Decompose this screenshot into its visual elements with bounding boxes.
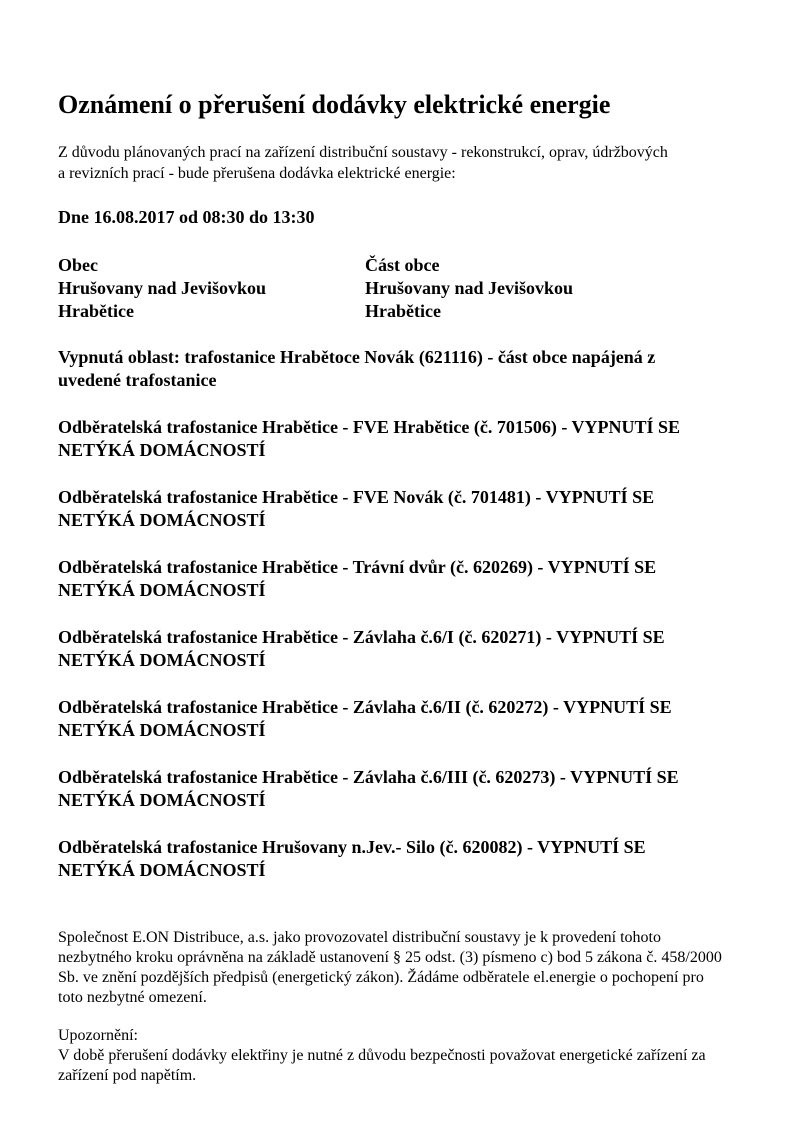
obec-value: Hrušovany nad Jevišovkou — [58, 278, 267, 298]
warning-section — [58, 1026, 788, 1086]
substation-note: NETÝKÁ DOMÁCNOSTÍ — [58, 860, 266, 880]
company-statement — [58, 928, 788, 1008]
substation-note: NETÝKÁ DOMÁCNOSTÍ — [58, 580, 266, 600]
substation-note: NETÝKÁ DOMÁCNOSTÍ — [58, 440, 266, 460]
substation-item — [58, 486, 773, 532]
substation-item — [58, 626, 773, 672]
outage-date: Dne 16.08.2017 od 08:30 do 13:30 — [58, 207, 315, 227]
statement-line: Sb. ve znění pozdějších předpisů (energetický zákon). Žádáme odběratele el.energie o pochopení pro — [58, 969, 704, 986]
substation-item — [58, 416, 773, 462]
substation-note: NETÝKÁ DOMÁCNOSTÍ — [58, 720, 266, 740]
intro-line: a revizních prací - bude přerušena dodávka elektrické energie: — [58, 165, 456, 182]
substation-note: NETÝKÁ DOMÁCNOSTÍ — [58, 650, 266, 670]
obec-value: Hrabětice — [58, 301, 134, 321]
statement-line: Společnost E.ON Distribuce, a.s. jako provozovatel distribuční soustavy je k provedení tohoto — [58, 929, 661, 946]
substation-line: Odběratelská trafostanice Hrabětice - Závlaha č.6/II (č. 620272) - VYPNUTÍ SE — [58, 697, 672, 717]
substation-line: Odběratelská trafostanice Hrabětice - FVE Hrabětice (č. 701506) - VYPNUTÍ SE — [58, 417, 681, 437]
statement-line: toto nezbytné omezení. — [58, 989, 207, 1006]
page-title: Oznámení o přerušení dodávky elektrické energie — [58, 90, 611, 119]
cast-obce-column — [365, 254, 573, 323]
substation-item — [58, 766, 773, 812]
substation-item — [58, 836, 773, 882]
affected-area-line: Vypnutá oblast: trafostanice Hrabětoce Novák (621116) - část obce napájená z — [58, 347, 656, 367]
substation-item — [58, 556, 773, 602]
statement-line: nezbytného kroku oprávněna na základě ustanovení § 25 odst. (3) písmeno c) bod 5 zákona č. 458/2000 — [58, 949, 722, 966]
substation-note: NETÝKÁ DOMÁCNOSTÍ — [58, 790, 266, 810]
cast-obce-value: Hrabětice — [365, 301, 441, 321]
substation-note: NETÝKÁ DOMÁCNOSTÍ — [58, 510, 266, 530]
substation-line: Odběratelská trafostanice Hrabětice - Trávní dvůr (č. 620269) - VYPNUTÍ SE — [58, 557, 657, 577]
cast-obce-header: Část obce — [365, 255, 440, 275]
obec-header: Obec — [58, 255, 98, 275]
substation-item — [58, 696, 773, 742]
intro-line: Z důvodu plánovaných prací na zařízení distribuční soustavy - rekonstrukcí, oprav, údržbových — [58, 144, 668, 161]
warning-line: zařízení pod napětím. — [58, 1067, 197, 1084]
obec-column — [58, 254, 266, 323]
warning-header: Upozornění: — [58, 1027, 138, 1044]
substation-line: Odběratelská trafostanice Hrabětice - Závlaha č.6/I (č. 620271) - VYPNUTÍ SE — [58, 627, 665, 647]
affected-area — [58, 346, 773, 392]
cast-obce-value: Hrušovany nad Jevišovkou — [365, 278, 574, 298]
substation-line: Odběratelská trafostanice Hrabětice - Závlaha č.6/III (č. 620273) - VYPNUTÍ SE — [58, 767, 679, 787]
substation-line: Odběratelská trafostanice Hrabětice - FVE Novák (č. 701481) - VYPNUTÍ SE — [58, 487, 655, 507]
intro-paragraph — [58, 142, 748, 184]
affected-area-line: uvedené trafostanice — [58, 370, 217, 390]
substation-line: Odběratelská trafostanice Hrušovany n.Jev.- Silo (č. 620082) - VYPNUTÍ SE — [58, 837, 646, 857]
warning-line: V době přerušení dodávky elektřiny je nutné z důvodu bezpečnosti považovat energetické zařízení za — [58, 1047, 706, 1064]
